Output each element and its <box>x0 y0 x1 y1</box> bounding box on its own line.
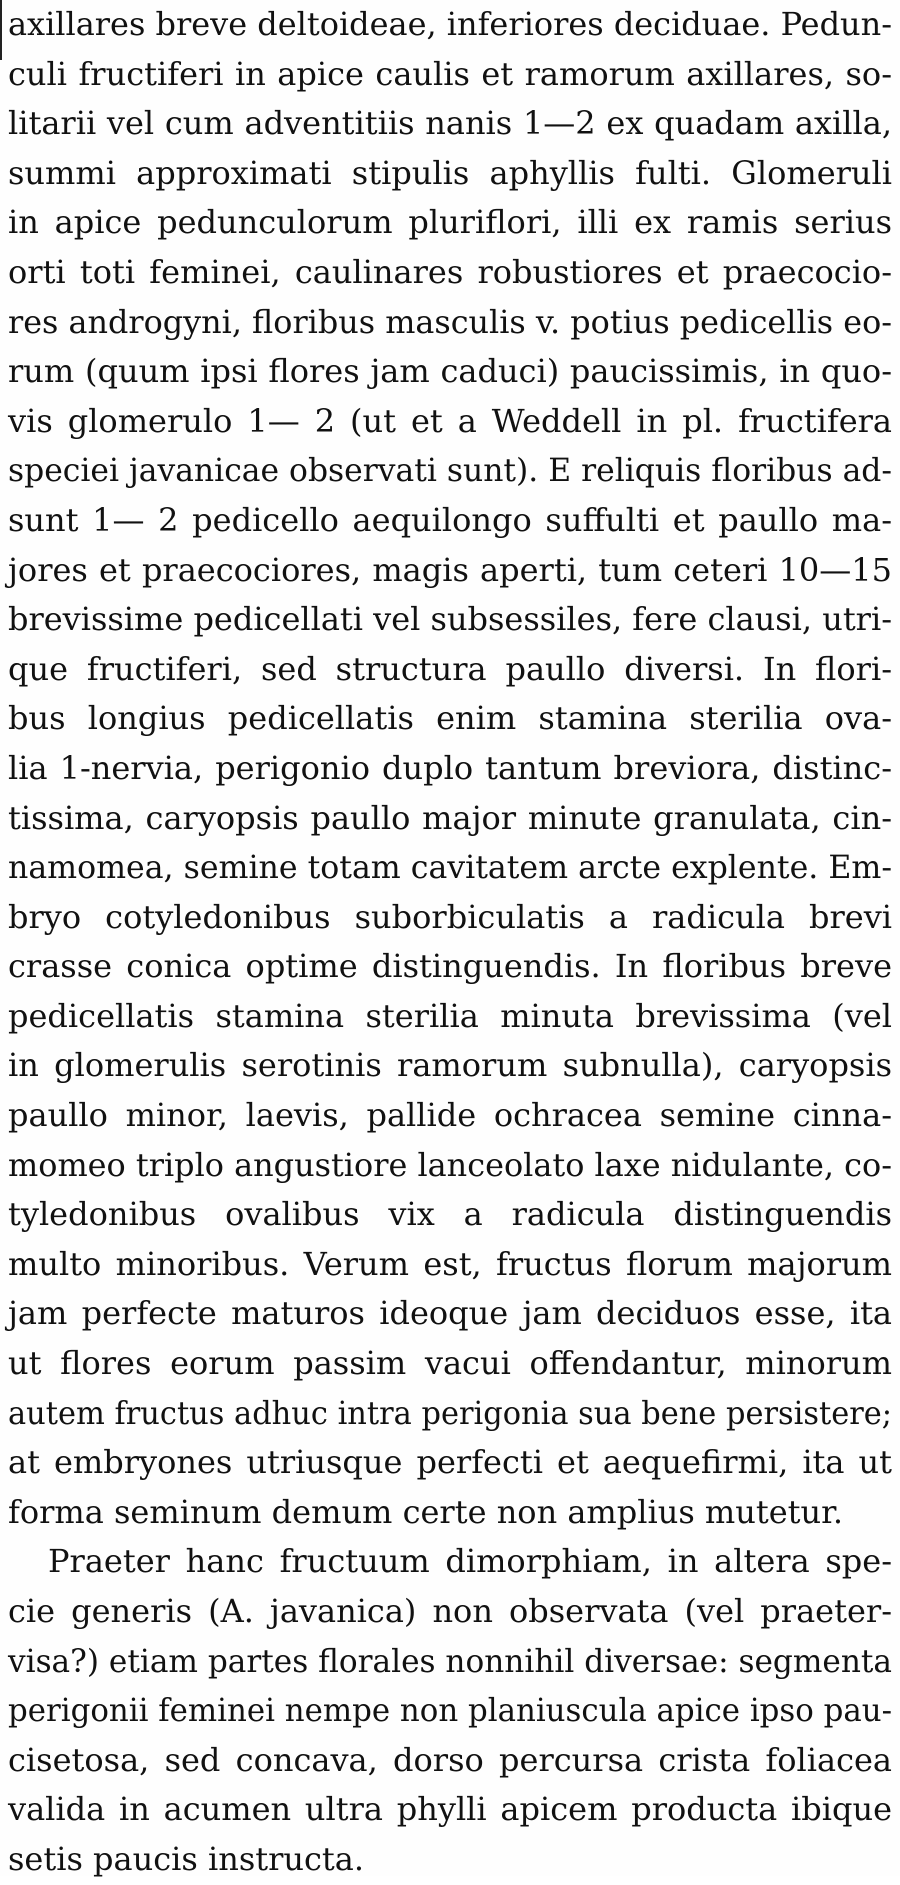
text-line: namomea, semine totam cavitatem arcte explente. Em- <box>8 848 892 887</box>
text-line: que fructiferi, sed structura paullo diversi. In flori- <box>8 649 892 688</box>
text-line: crasse conica optime distinguendis. In floribus breve <box>8 947 892 986</box>
text-line: vis glomerulo 1— 2 (ut et a Weddell in pl. fructifera <box>8 401 892 440</box>
text-line: multo minoribus. Verum est, fructus florum majorum <box>8 1244 892 1283</box>
text-line: in apice pedunculorum pluriflori, illi ex ramis serius <box>8 203 892 242</box>
text-line: autem fructus adhuc intra perigonia sua bene persistere; <box>8 1393 892 1432</box>
text-line: brevissime pedicellati vel subsessiles, fere clausi, utri- <box>8 600 892 639</box>
text-line: at embryones utriusque perfecti et aequefirmi, ita ut <box>8 1443 892 1482</box>
text-line: momeo triplo angustiore lanceolato laxe nidulante, co- <box>8 1145 892 1184</box>
text-line: axillares breve deltoideae, inferiores deciduae. Pedun- <box>8 5 892 43</box>
text-line: tissima, caryopsis paullo major minute granulata, cin- <box>8 798 892 837</box>
text-line: orti toti feminei, caulinares robustiores et praecocio- <box>8 252 892 291</box>
text-line: valida in acumen ultra phylli apicem producta ibique <box>8 1790 892 1829</box>
text-line: setis paucis instructa. <box>8 1839 365 1878</box>
text-line: bus longius pedicellatis enim stamina sterilia ova- <box>8 699 892 738</box>
text-line: bryo cotyledonibus suborbiculatis a radicula brevi <box>8 897 892 936</box>
text-line: pedicellatis stamina sterilia minuta brevissima (vel <box>8 996 892 1035</box>
document-body <box>8 0 892 1885</box>
text-line: tyledonibus ovalibus vix a radicula distinguendis <box>8 1195 892 1234</box>
text-line: res androgyni, floribus masculis v. potius pedicellis eo- <box>8 302 892 341</box>
text-line: jam perfecte maturos ideoque jam deciduos esse, ita <box>8 1294 892 1333</box>
text-line: Praeter hanc fructuum dimorphiam, in altera spe- <box>48 1542 892 1581</box>
text-line: jores et praecociores, magis aperti, tum ceteri 10—15 <box>8 550 892 589</box>
text-line: summi approximati stipulis aphyllis fulti. Glomeruli <box>8 153 892 192</box>
text-line: visa?) etiam partes florales nonnihil diversae: segmenta <box>8 1641 892 1680</box>
text-line: forma seminum demum certe non amplius mutetur. <box>8 1492 844 1531</box>
text-line: culi fructiferi in apice caulis et ramorum axillares, so- <box>8 54 892 93</box>
text-line: cisetosa, sed concava, dorso percursa crista foliacea <box>8 1740 892 1779</box>
text-line: lia 1-nervia, perigonio duplo tantum breviora, distinc- <box>8 748 892 787</box>
text-line: perigonii feminei nempe non planiuscula apice ipso pau- <box>8 1691 892 1730</box>
text-line: rum (quum ipsi flores jam caduci) paucissimis, in quo- <box>8 352 892 391</box>
text-line: cie generis (A. javanica) non observata (vel praeter- <box>8 1592 892 1630</box>
text-line: sunt 1— 2 pedicello aequilongo suffulti et paullo ma- <box>8 500 892 539</box>
text-line: paullo minor, laevis, pallide ochracea semine cinna- <box>8 1096 892 1135</box>
text-line: ut flores eorum passim vacui offendantur, minorum <box>8 1344 892 1383</box>
text-line: in glomerulis serotinis ramorum subnulla), caryopsis <box>8 1046 892 1085</box>
text-line: speciei javanicae observati sunt). E reliquis floribus ad- <box>8 451 892 490</box>
margin-rule <box>0 0 2 60</box>
text-line: litarii vel cum adventitiis nanis 1—2 ex quadam axilla, <box>8 104 892 143</box>
